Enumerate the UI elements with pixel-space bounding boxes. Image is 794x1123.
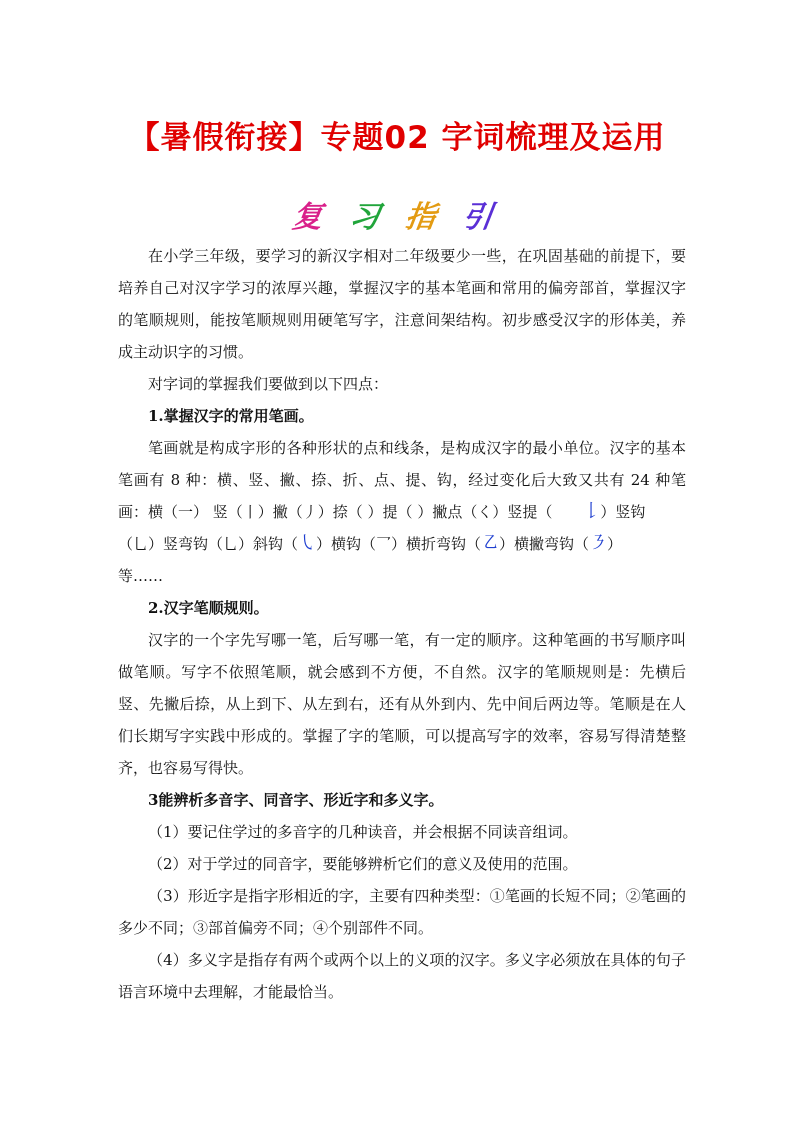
vertical-hook-stroke-icon: 𠄌 xyxy=(582,501,601,522)
section3-item-4: （4）多义字是指存有两个或两个以上的义项的汉字。多义字必须放在具体的句子语言环境中去理解，才能最恰当。 xyxy=(118,951,686,1001)
section1-text: 笔画就是构成字形的各种形状的点和线条，是构成汉字的最小单位。汉字的基本笔画有 8 种：横、竖、撇、捺、折、点、提、钩，经过变化后大致又共有 24 种笔画： xyxy=(118,439,686,521)
strokes-line-2: （乚）竖弯钩（乚）斜钩（ xyxy=(118,535,299,553)
page-title: 【暑假衔接】专题02 字词梳理及运用 xyxy=(128,120,666,156)
horizontal-sweep-hook-stroke-icon: ㇋ xyxy=(589,533,608,554)
horizontal-turn-hook-stroke-icon: ㇠ xyxy=(481,533,500,554)
strokes-line-1b: ）竖钩 xyxy=(600,503,646,521)
strokes-line-2c: ）横撇弯钩（ xyxy=(499,535,590,553)
intro-paragraph-1: 在小学三年级，要学习的新汉字相对二年级要少一些，在巩固基础的前提下，要培养自己对汉字学习的浓厚兴趣，掌握汉字的基本笔画和常用的偏旁部首，掌握汉字的笔顺规则，能按笔顺规则用硬笔写字，注意间架结构。初步感受汉字的形体美，养成主动识字的习惯。 xyxy=(118,247,686,361)
review-guide-banner xyxy=(0,192,794,236)
guide-char-2: 习 xyxy=(346,200,390,235)
strokes-line-2b: ）横钩（乛）横折弯钩（ xyxy=(316,535,482,553)
section3-item-3: （3）形近字是指字形相近的字，主要有四种类型：①笔画的长短不同；②笔画的多少不同；③部首偏旁不同；④个别部件不同。 xyxy=(118,887,686,937)
strokes-paragraph-2 xyxy=(118,528,686,560)
slant-hook-stroke-icon: ㇂ xyxy=(298,533,317,554)
strokes-etc: 等…… xyxy=(118,567,164,585)
strokes-line-2d: ） xyxy=(607,535,623,553)
section3-heading: 3能辨析多音字、同音字、形近字和多义字。 xyxy=(148,791,444,809)
guide-char-1: 复 xyxy=(290,200,334,235)
section2-paragraph: 汉字的一个字先写哪一笔，后写哪一笔，有一定的顺序。这种笔画的书写顺序叫做笔顺。写字不依照笔顺，就会感到不方便，不自然。汉字的笔顺规则是：先横后竖、先撇后捺，从上到下、从左到右，还有从外到内、先中间后两边等。笔顺是在人们长期写字实践中形成的。掌握了字的笔顺，可以提高写字的效率，容易写得清楚整齐，也容易写得快。 xyxy=(118,631,686,777)
document-body xyxy=(118,240,686,1008)
intro-paragraph-2: 对字词的掌握我们要做到以下四点： xyxy=(148,375,389,393)
strokes-line-1: 横（一） 竖（丨）撇（丿）捺（ ）提（ ）撇点（く）竖提（ xyxy=(148,503,553,521)
section1-heading: 1.掌握汉字的常用笔画。 xyxy=(148,407,314,425)
section3-item-1: （1）要记住学过的多音字的几种读音，并会根据不同读音组词。 xyxy=(148,823,578,841)
section2-heading: 2.汉字笔顺规则。 xyxy=(148,599,269,617)
guide-char-4: 引 xyxy=(459,200,503,235)
section1-paragraph xyxy=(118,432,686,528)
section3-item-2: （2）对于学过的同音字，要能够辨析它们的意义及使用的范围。 xyxy=(148,855,578,873)
guide-char-3: 指 xyxy=(403,200,447,235)
